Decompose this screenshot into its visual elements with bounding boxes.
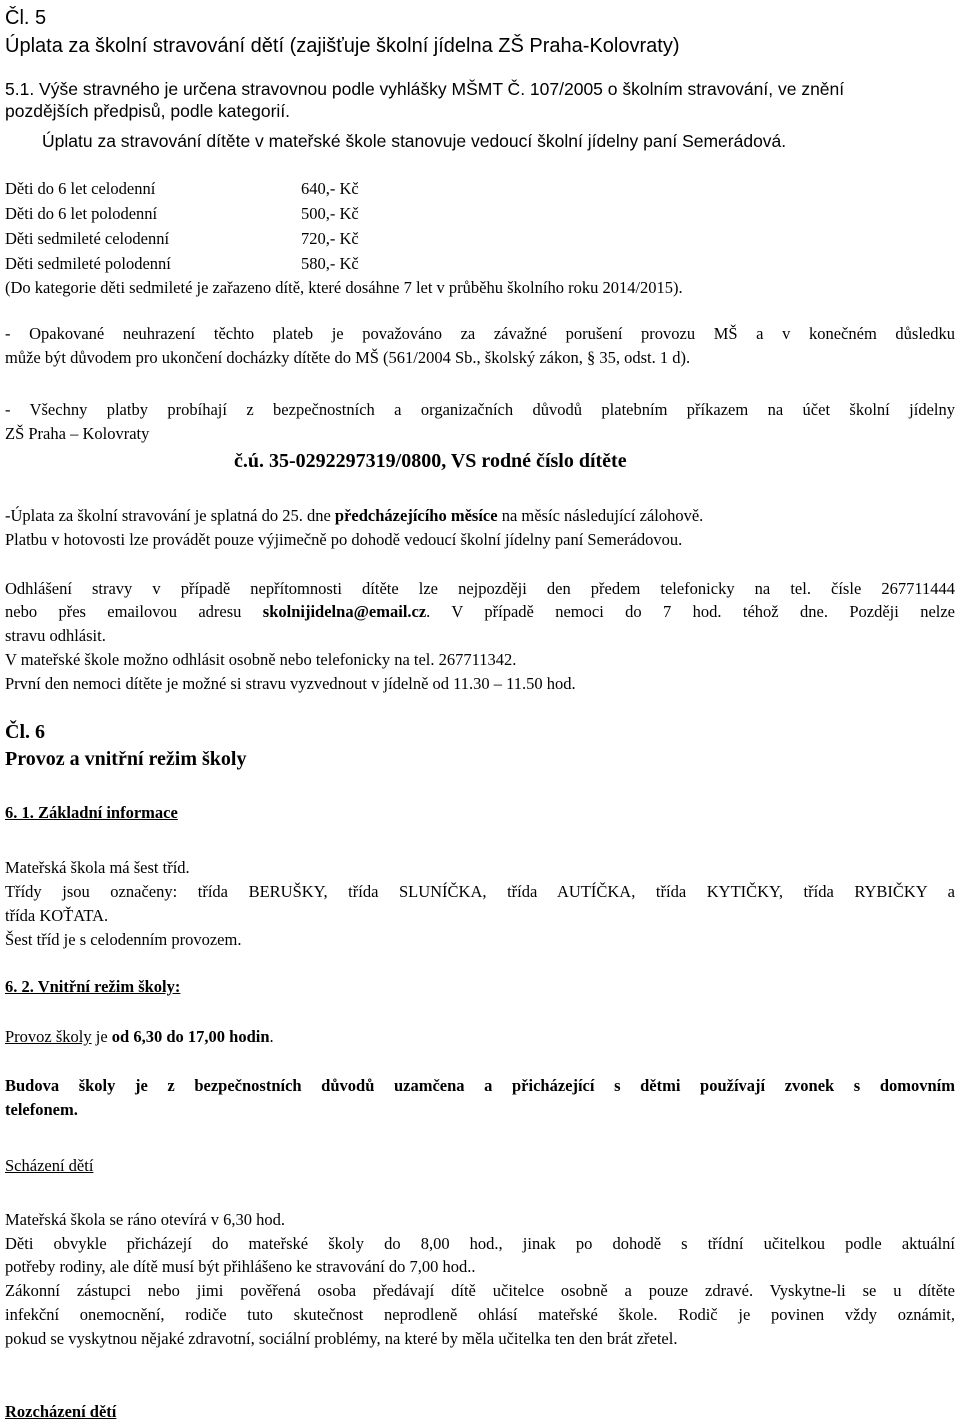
text-span: . V případě nemoci do 7 hod. téhož dne. Později nelze xyxy=(426,602,955,621)
security-notice: telefonem. xyxy=(5,1100,78,1119)
fee-amount: 720,- Kč xyxy=(301,229,359,248)
paragraph-line: pozdějších předpisů, podle kategorií. xyxy=(5,101,291,121)
paragraph-line: ZŠ Praha – Kolovraty xyxy=(5,424,150,443)
section-6-1-heading: 6. 1. Základní informace xyxy=(5,803,178,822)
text-span: je xyxy=(91,1027,112,1046)
fee-row xyxy=(5,178,955,200)
fee-amount: 580,- Kč xyxy=(301,254,359,273)
article-6-title: Provoz a vnitřní režim školy xyxy=(5,748,247,770)
section-6-2-heading: 6. 2. Vnitřní režim školy: xyxy=(5,977,181,996)
fee-row xyxy=(5,228,955,250)
fee-amount: 640,- Kč xyxy=(301,179,359,198)
paragraph-line: infekční onemocnění, rodiče tuto skutečnost neprodleně ohlásí mateřské škole. Rodič je povinen vždy oznámit, xyxy=(5,1305,955,1324)
paragraph-line: Mateřská škola má šest tříd. xyxy=(5,858,190,877)
paragraph-line: pokud se vyskytnou nějaké zdravotní, sociální problémy, na které by měla učitelka ten den brát zřetel. xyxy=(5,1329,678,1348)
article-5-heading: Čl. 5 xyxy=(5,7,47,29)
paragraph-line: Šest tříd je s celodenním provozem. xyxy=(5,930,242,949)
paragraph-line: Zákonní zástupci nebo jimi pověřená osoba předávají dítě učitelce osobně a pouze zdravé. Vyskytne-li se u dítěte xyxy=(5,1281,955,1300)
text-span: -Úplata za školní stravování je splatná do 25. dne xyxy=(5,506,335,525)
paragraph-line: První den nemoci dítěte je možné si stravu vyzvednout v jídelně od 11.30 – 11.50 hod. xyxy=(5,674,576,693)
departure-heading: Rozcházení dětí xyxy=(5,1402,117,1421)
paragraph-line: Platbu v hotovosti lze provádět pouze výjimečně po dohodě vedoucí školní jídelny paní Semerádovou. xyxy=(5,530,683,549)
text-span: . xyxy=(269,1027,274,1046)
account-number: č.ú. 35-0292297319/0800, VS rodné číslo dítěte xyxy=(234,450,627,472)
fee-label: Děti do 6 let polodenní xyxy=(5,204,158,223)
fee-label: Děti sedmileté polodenní xyxy=(5,254,171,273)
article-5-title: Úplata za školní stravování dětí (zajišťuje školní jídelna ZŠ Praha-Kolovraty) xyxy=(5,35,680,57)
paragraph-line: - Opakované neuhrazení těchto plateb je považováno za závažné porušení provozu MŠ a v konečném důsledku xyxy=(5,324,955,343)
paragraph-line: - Všechny platby probíhají z bezpečnostních a organizačních důvodů platebním příkazem na účet školní jídelny xyxy=(5,400,955,419)
paragraph-line: Úplatu za stravování dítěte v mateřské škole stanovuje vedoucí školní jídelny paní Semerádová. xyxy=(42,131,787,151)
paragraph-line xyxy=(5,347,955,369)
fee-row xyxy=(5,203,955,225)
text-span: na měsíc následující zálohově. xyxy=(497,506,704,525)
fee-label: Děti sedmileté celodenní xyxy=(5,229,170,248)
hours-value: od 6,30 do 17,00 hodin xyxy=(111,1027,270,1046)
text-span: může být důvodem pro ukončení docházky dítěte do MŠ (561/2004 Sb., školský zákon, xyxy=(5,348,583,367)
operating-hours xyxy=(5,1026,955,1048)
fee-amount: 500,- Kč xyxy=(301,204,359,223)
paragraph-line: Odhlášení stravy v případě nepřítomnosti dítěte lze nejpozději den předem telefonicky na tel. čísle 267711444 xyxy=(5,579,955,598)
paragraph-line: Mateřská škola se ráno otevírá v 6,30 hod. xyxy=(5,1210,285,1229)
email-link[interactable]: skolnijidelna@email.cz xyxy=(262,602,427,621)
paragraph-line: potřeby rodiny, ale dítě musí být přihlášeno ke stravování do 7,00 hod.. xyxy=(5,1257,476,1276)
hours-label: Provoz školy xyxy=(5,1027,92,1046)
fee-note: (Do kategorie děti sedmileté je zařazeno dítě, které dosáhne 7 let v průběhu školního roku 2014/2015). xyxy=(5,278,683,297)
text-span: 35, odst. 1 d). xyxy=(599,348,691,367)
paragraph-line: třída KOŤATA. xyxy=(5,906,109,925)
paragraph-line xyxy=(5,505,955,527)
article-6-heading: Čl. 6 xyxy=(5,721,45,743)
text-span: nebo přes emailovou adresu xyxy=(5,602,263,621)
paragraph-line: stravu odhlásit. xyxy=(5,626,106,645)
paragraph-line: Třídy jsou označeny: třída BERUŠKY, třída SLUNÍČKA, třída AUTÍČKA, třída KYTIČKY, třída RYBIČKY a xyxy=(5,882,955,901)
arrival-heading: Scházení dětí xyxy=(5,1156,94,1175)
paragraph-line: 5.1. Výše stravného je určena stravovnou podle vyhlášky MŠMT Č. 107/2005 o školním stravování, ve znění xyxy=(5,79,845,99)
section-sign: § xyxy=(587,348,596,367)
fee-row xyxy=(5,253,955,275)
bold-phrase: předcházejícího měsíce xyxy=(334,506,498,525)
paragraph-line: Děti obvykle přicházejí do mateřské školy do 8,00 hod., jinak po dohodě s třídní učitelkou podle aktuální xyxy=(5,1234,955,1253)
fee-label: Děti do 6 let celodenní xyxy=(5,179,156,198)
paragraph-line xyxy=(5,601,955,623)
paragraph-line: V mateřské škole možno odhlásit osobně nebo telefonicky na tel. 267711342. xyxy=(5,650,517,669)
security-notice: Budova školy je z bezpečnostních důvodů uzamčena a přicházející s dětmi používají zvonek s domovním xyxy=(5,1076,955,1095)
